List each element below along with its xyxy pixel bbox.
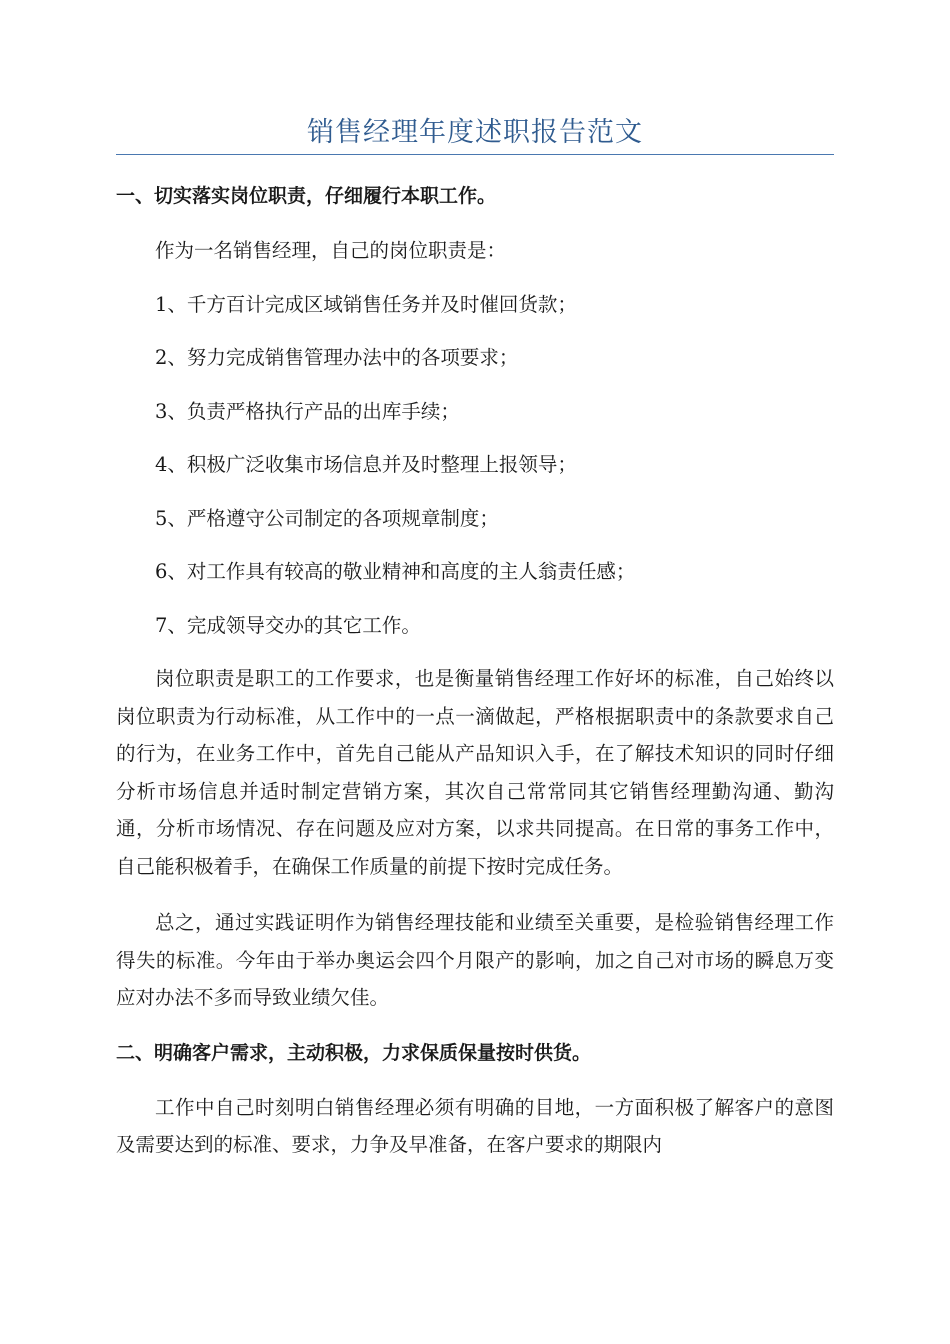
list-item: 3、负责严格执行产品的出库手续； [155, 399, 460, 423]
list-item: 1、千方百计完成区域销售任务并及时催回货款； [155, 292, 577, 316]
document-body [116, 176, 834, 1164]
body-paragraph: 岗位职责是职工的工作要求，也是衡量销售经理工作好坏的标准，自己始终以岗位职责为行动标准，从工作中的一点一滴做起，严格根据职责中的条款要求自己的行为，在业务工作中，首先自己能从产品知识入手，在了解技术知识的同时仔细分析市场信息并适时制定营销方案，其次自己常常同其它销售经理勤沟通、勤沟通，分析市场情况、存在问题及应对方案，以求共同提高。在日常的事务工作中，自己能积极着手，在确保工作质量的前提下按时完成任务。 [116, 667, 834, 878]
list-item: 4、积极广泛收集市场信息并及时整理上报领导； [155, 453, 577, 476]
list-item: 6、对工作具有较高的敬业精神和高度的主人翁责任感； [155, 560, 636, 583]
section-heading-1: 一、切实落实岗位职责，仔细履行本职工作。 [116, 185, 497, 207]
document-title: 销售经理年度述职报告范文 [307, 117, 643, 148]
section-heading-2: 二、明确客户需求，主动积极，力求保质保量按时供货。 [116, 1041, 592, 1064]
list-item: 2、努力完成销售管理办法中的各项要求； [155, 346, 519, 369]
body-paragraph: 工作中自己时刻明白销售经理必须有明确的目地，一方面积极了解客户的意图及需要达到的标准、要求，力争及早准备，在客户要求的期限内 [116, 1095, 834, 1156]
list-item: 7、完成领导交办的其它工作。 [155, 613, 421, 637]
list-item: 5、严格遵守公司制定的各项规章制度； [155, 506, 499, 530]
title-underline [116, 154, 834, 155]
body-paragraph: 总之，通过实践证明作为销售经理技能和业绩至关重要，是检验销售经理工作得失的标准。今年由于举办奥运会四个月限产的影响，加之自己对市场的瞬息万变应对办法不多而导致业绩欠佳。 [116, 911, 834, 1009]
intro-paragraph: 作为一名销售经理，自己的岗位职责是： [155, 239, 507, 262]
